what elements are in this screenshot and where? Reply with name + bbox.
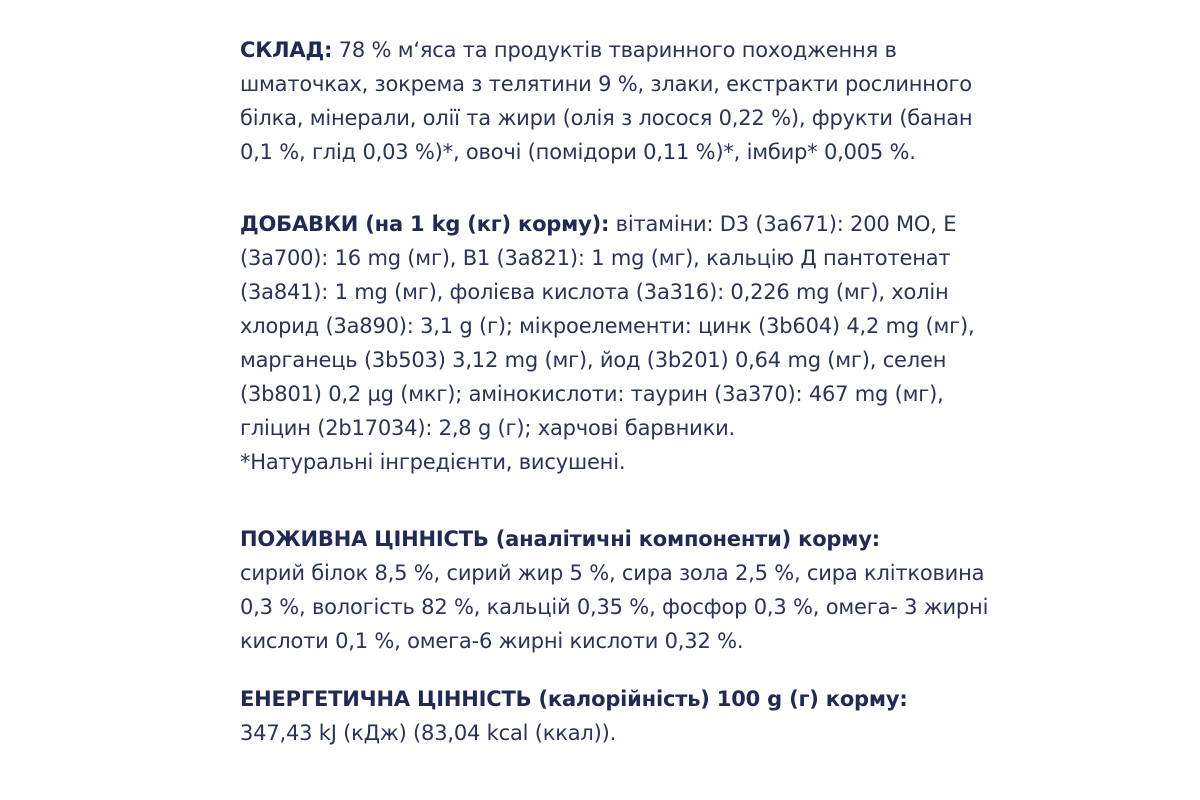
energy-text: 347,43 kJ (кДж) (83,04 kcal (ккал)). <box>240 721 617 745</box>
additives-section <box>240 207 1000 479</box>
composition-heading: СКЛАД: <box>240 38 333 62</box>
composition-text: 78 % м‘яса та продуктів тваринного походження в шматочках, зокрема з телятини 9 %, злаки, екстракти рослинного білка, мінерали, олії та жири (олія з лосося 0,22 %), фрукти (банан 0,1 %, глід 0,03 %)*, овочі (помідори 0,11 %)*, імбир* 0,005 %. <box>240 38 973 164</box>
additives-heading: ДОБАВКИ (на 1 kg (кг) корму): <box>240 212 610 236</box>
additives-text: вітаміни: D3 (3a671): 200 МО, Е (3a700): 16 mg (мг), В1 (3a821): 1 mg (мг), кальцію Д пантотенат (3a841): 1 mg (мг), фолієва кислота (3a316): 0,226 mg (мг), холін хлорид (3a890): 3,1 g (г); мікроелементи: цинк (3b604) 4,2 mg (мг), марганець (3b503) 3,12 mg (мг), йод (3b201) 0,64 mg (мг), селен (3b801) 0,2 µg (мкг); амінокислоти: таурин (3a370): 467 mg (мг), гліцин (2b17034): 2,8 g (г); харчові барвники. <box>240 212 975 440</box>
energy-heading: ЕНЕРГЕТИЧНА ЦІННІСТЬ (калорійність) 100 g (г) корму: <box>240 687 908 711</box>
nutrition-text: сирий білок 8,5 %, сирий жир 5 %, сира зола 2,5 %, сира клітковина 0,3 %, вологість 82 %, кальцій 0,35 %, фосфор 0,3 %, омега- 3 жирні кислоти 0,1 %, омега-6 жирні кислоти 0,32 %. <box>240 561 989 653</box>
additives-footnote: *Натуральні інгредієнти, висушені. <box>240 450 626 474</box>
nutrition-heading: ПОЖИВНА ЦІННІСТЬ (аналітичні компоненти) корму: <box>240 527 880 551</box>
composition-section <box>240 33 1000 169</box>
energy-section <box>240 682 1000 750</box>
nutrition-section <box>240 522 1000 658</box>
